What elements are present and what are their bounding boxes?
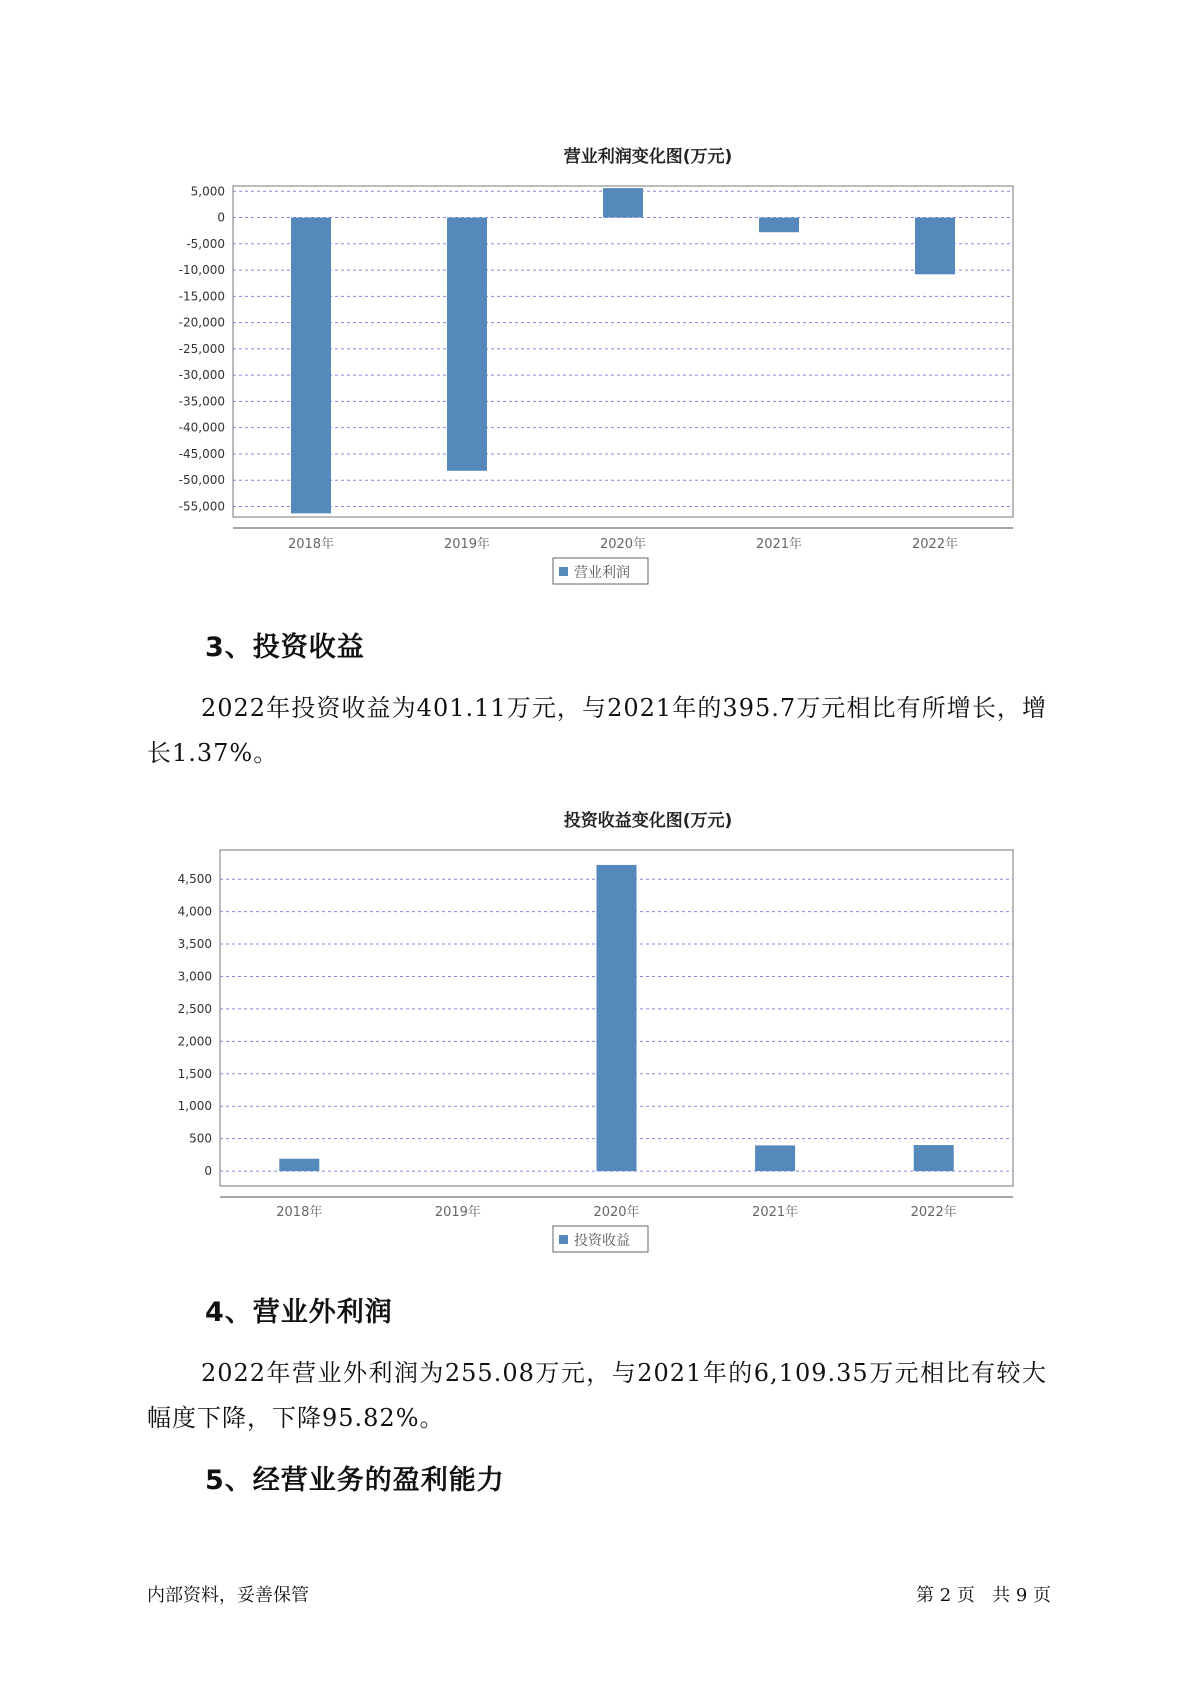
footer-page-number: 第 2 页 共 9 页 — [916, 1585, 1051, 1606]
x-tick-label: 2022年 — [911, 537, 959, 552]
x-tick-label: 2018年 — [287, 537, 335, 552]
legend-label: 营业利润 — [574, 565, 630, 581]
y-tick-label: 3,500 — [177, 937, 212, 952]
y-tick-label: 500 — [189, 1131, 212, 1146]
x-tick-label: 2021年 — [752, 1205, 799, 1220]
y-tick-label: -55,000 — [178, 499, 225, 514]
bar — [291, 218, 331, 514]
bar — [755, 1145, 795, 1171]
y-tick-label: -50,000 — [178, 473, 225, 488]
y-tick-label: 0 — [204, 1164, 212, 1179]
legend-swatch — [559, 1235, 568, 1244]
x-tick-label: 2019年 — [443, 537, 491, 552]
section-3-heading: 3、投资收益 — [205, 632, 365, 663]
y-tick-label: 1,000 — [177, 1099, 212, 1114]
y-tick-label: -30,000 — [178, 368, 225, 383]
plot-area — [233, 186, 1013, 517]
bar — [759, 218, 799, 233]
investment-income-chart — [0, 780, 1191, 1260]
y-tick-label: 2,500 — [177, 1001, 212, 1016]
section-4-heading: 4、营业外利润 — [205, 1297, 393, 1328]
section-4-paragraph: 2022年营业外利润为255.08万元，与2021年的6,109.35万元相比有较大幅度下降，下降95.82%。 — [147, 1359, 1047, 1432]
legend — [553, 558, 648, 584]
legend-label: 投资收益 — [574, 1233, 630, 1249]
y-tick-label: -15,000 — [178, 289, 225, 304]
bar — [447, 218, 487, 471]
x-tick-label: 2020年 — [593, 1205, 640, 1220]
y-tick-label: -5,000 — [186, 236, 225, 251]
chart-title: 投资收益变化图(万元) — [563, 811, 733, 831]
bar — [597, 865, 637, 1171]
footer-confidential-note: 内部资料，妥善保管 — [147, 1585, 309, 1606]
bar — [603, 188, 643, 217]
x-tick-label: 2022年 — [910, 1205, 957, 1220]
y-tick-label: 4,500 — [177, 872, 212, 887]
y-tick-label: -45,000 — [178, 446, 225, 461]
y-tick-label: 1,500 — [177, 1066, 212, 1081]
x-tick-label: 2021年 — [755, 537, 803, 552]
y-tick-label: -35,000 — [178, 394, 225, 409]
section-5-heading: 5、经营业务的盈利能力 — [205, 1465, 505, 1496]
y-tick-label: -10,000 — [178, 263, 225, 278]
bar — [915, 218, 955, 275]
y-tick-label: -20,000 — [178, 315, 225, 330]
y-tick-label: 0 — [217, 210, 225, 225]
operating-profit-chart — [0, 0, 1191, 600]
section-3-paragraph: 2022年投资收益为401.11万元，与2021年的395.7万元相比有所增长，增长1.37%。 — [147, 694, 1047, 767]
legend-swatch — [559, 567, 568, 576]
x-tick-label: 2019年 — [434, 1205, 481, 1220]
y-tick-label: -25,000 — [178, 341, 225, 356]
bar — [914, 1145, 954, 1171]
y-tick-label: 5,000 — [190, 184, 225, 199]
y-tick-label: -40,000 — [178, 420, 225, 435]
y-tick-label: 2,000 — [177, 1034, 212, 1049]
y-tick-label: 4,000 — [177, 904, 212, 919]
x-tick-label: 2018年 — [276, 1205, 323, 1220]
y-tick-label: 3,000 — [177, 969, 212, 984]
x-tick-label: 2020年 — [599, 537, 647, 552]
chart-title: 营业利润变化图(万元) — [563, 147, 733, 167]
bar — [279, 1159, 319, 1171]
legend — [553, 1226, 648, 1252]
